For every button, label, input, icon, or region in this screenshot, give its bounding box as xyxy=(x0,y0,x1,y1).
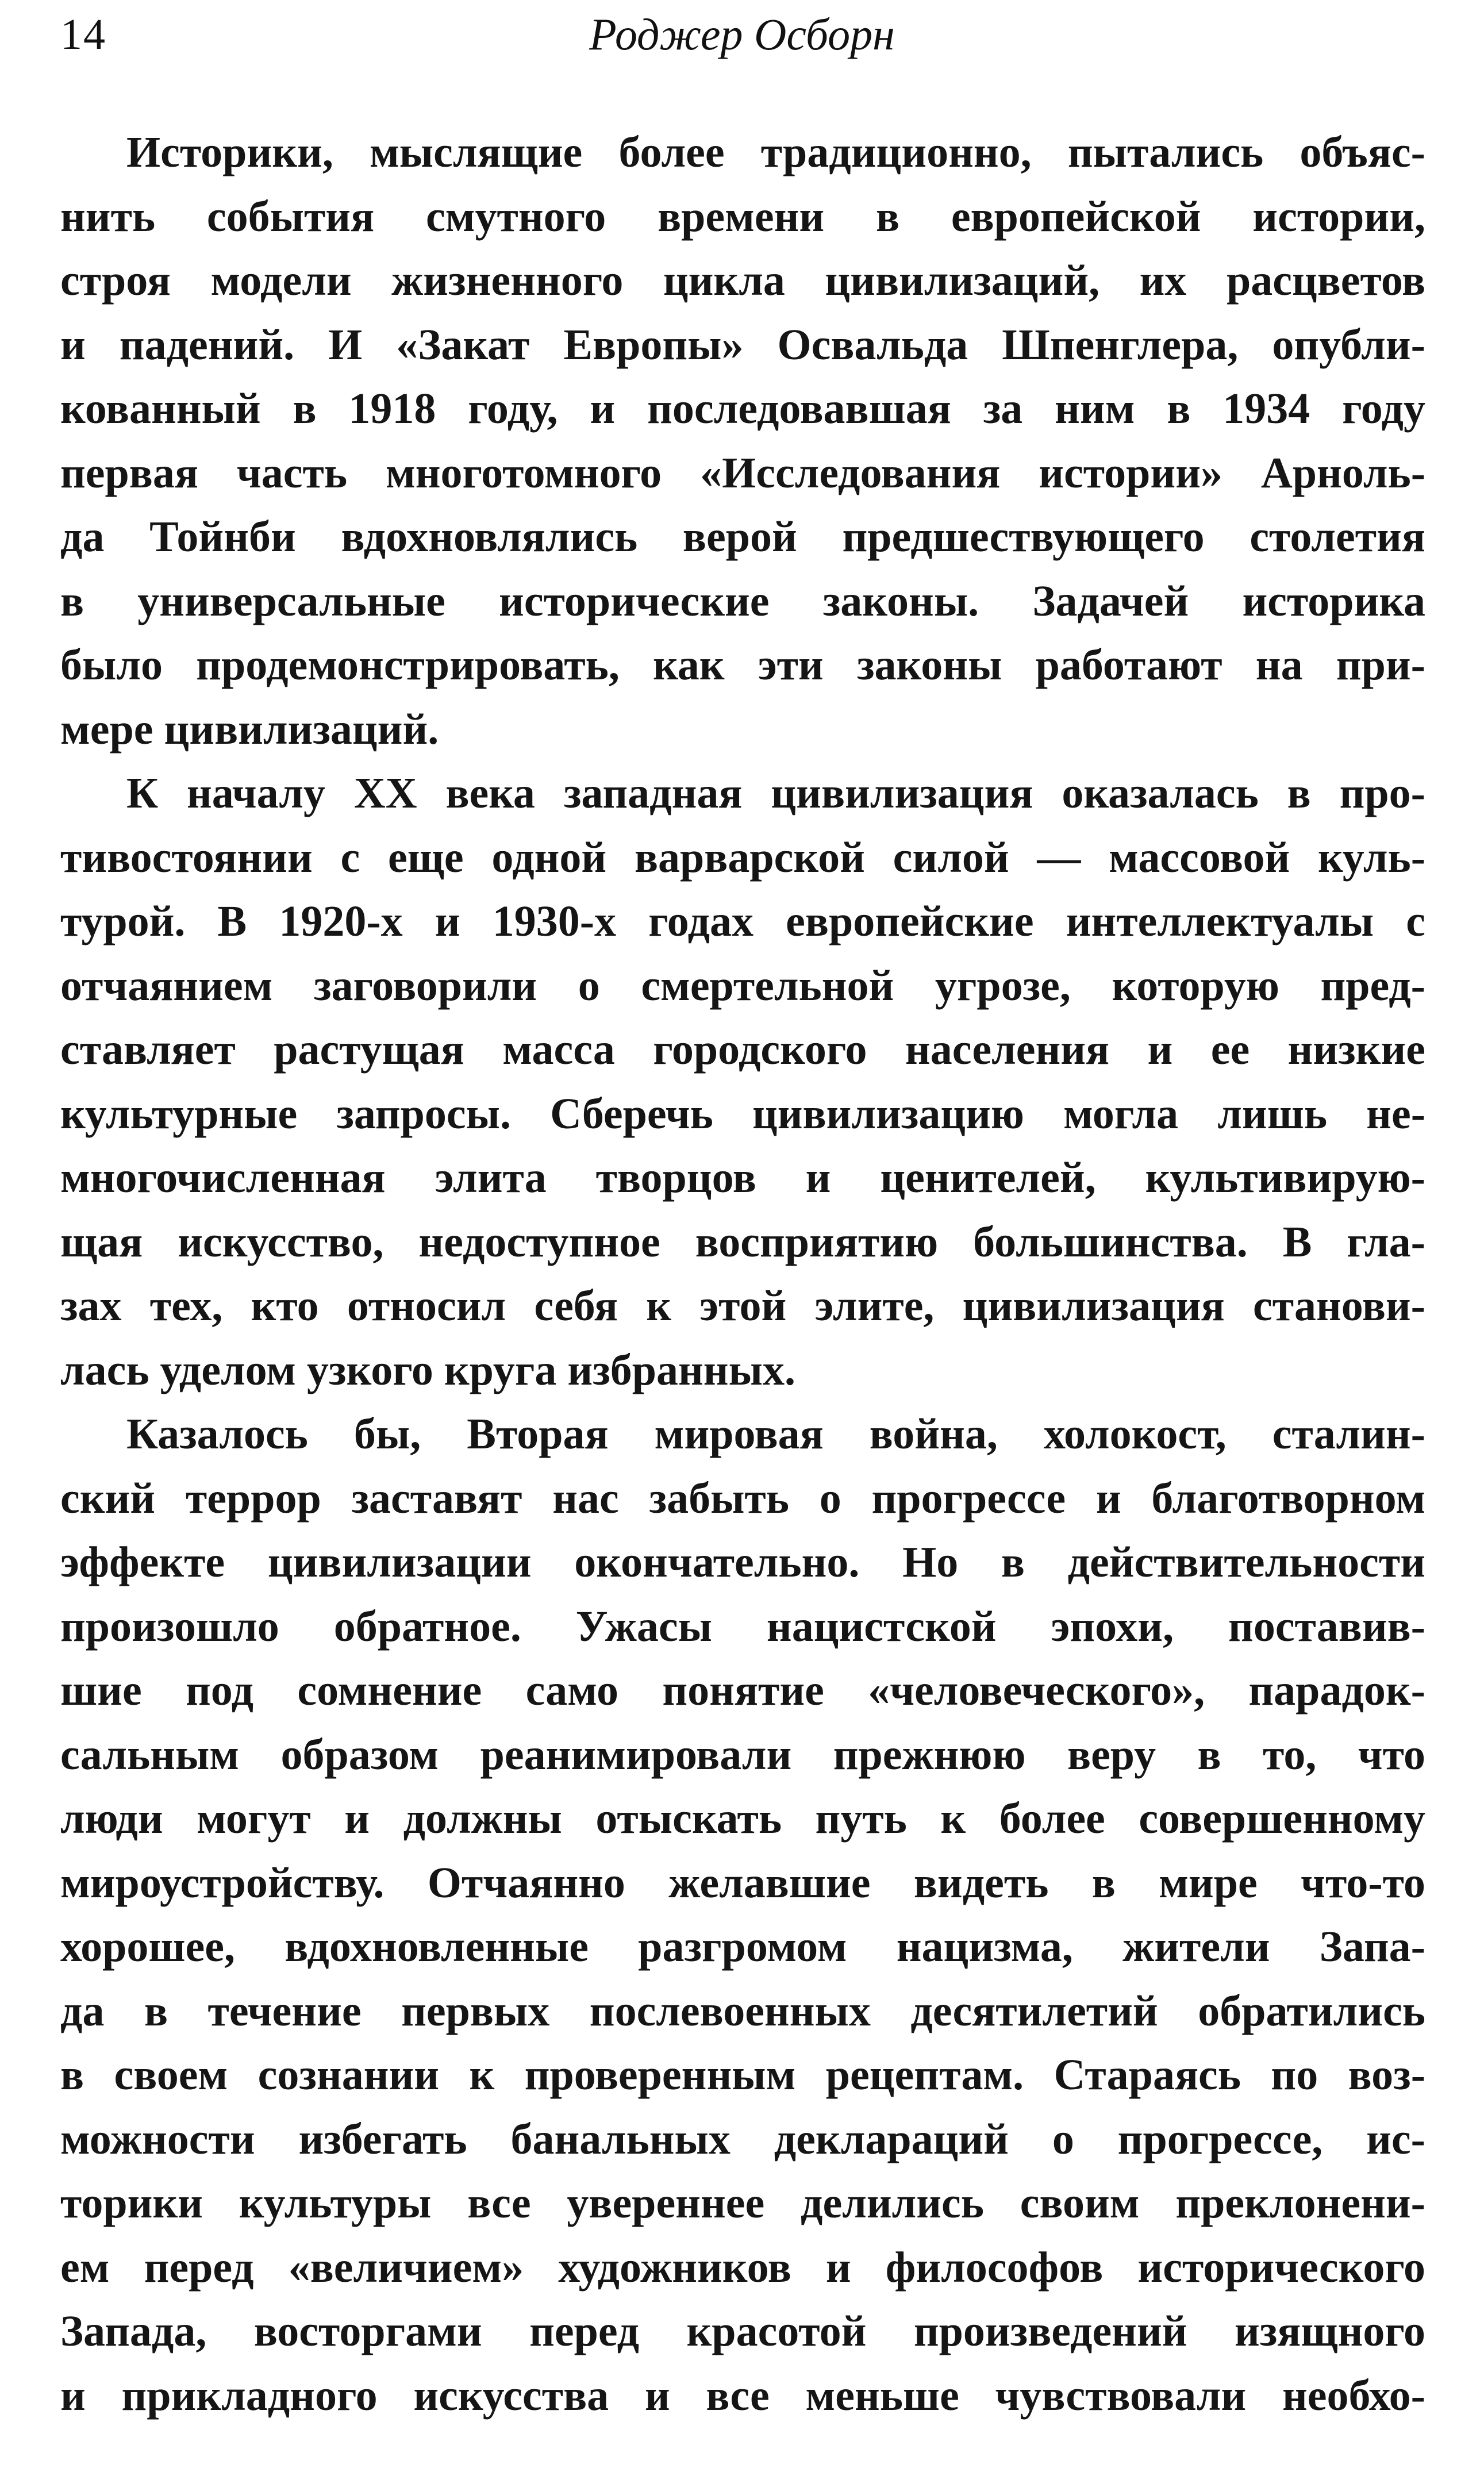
text-line: Запада, восторгами перед красотой произведений изящного xyxy=(60,2307,1425,2355)
text-line: было продемонстрировать, как эти законы работают на при- xyxy=(60,641,1425,689)
text-line: турой. В 1920-х и 1930-х годах европейские интеллектуалы с xyxy=(60,897,1425,945)
page-header xyxy=(60,0,1424,69)
text-line: торики культуры все увереннее делились своим преклонени- xyxy=(60,2179,1425,2227)
text-line: сальным образом реанимировали прежнюю веру в то, что xyxy=(60,1730,1425,1779)
text-line: и прикладного искусства и все меньше чувствовали необхо- xyxy=(60,2371,1425,2420)
text-line: да в течение первых послевоенных десятилетий обратились xyxy=(60,1986,1425,2035)
paragraph-1 xyxy=(60,121,1425,762)
text-line: шие под сомнение само понятие «человеческого», парадок- xyxy=(60,1666,1425,1715)
text-line: отчаянием заговорили о смертельной угрозе, которую пред- xyxy=(60,961,1425,1010)
text-line: ем перед «величием» художников и философов исторического xyxy=(60,2243,1425,2292)
text-line: зах тех, кто относил себя к этой элите, цивилизация станови- xyxy=(60,1282,1425,1330)
text-line: первая часть многотомного «Исследования истории» Арноль- xyxy=(60,448,1425,497)
text-line: в своем сознании к проверенным рецептам. Стараясь по воз- xyxy=(60,2051,1425,2099)
text-line: произошло обратное. Ужасы нацистской эпохи, поставив- xyxy=(60,1602,1425,1651)
text-line: мироустройству. Отчаянно желавшие видеть в мире что-то xyxy=(60,1858,1425,1907)
text-line: кованный в 1918 году, и последовавшая за ним в 1934 году xyxy=(60,385,1425,433)
text-line: щая искусство, недоступное восприятию большинства. В гла- xyxy=(60,1217,1425,1266)
paragraph-3 xyxy=(60,1402,1425,2428)
text-line: строя модели жизненного цикла цивилизаций, их расцветов xyxy=(60,256,1425,305)
text-line: хорошее, вдохновленные разгромом нацизма, жители Запа- xyxy=(60,1923,1425,1971)
text-line: и падений. И «Закат Европы» Освальда Шпенглера, опубли- xyxy=(60,320,1425,369)
text-line: в универсальные исторические законы. Задачей историка xyxy=(60,576,1425,625)
text-line: да Тойнби вдохновлялись верой предшествующего столетия xyxy=(60,513,1425,561)
text-line: тивостоянии с еще одной варварской силой — массовой куль- xyxy=(60,833,1425,882)
running-title: Роджер Осборн xyxy=(589,9,895,59)
text-line: нить события смутного времени в европейской истории, xyxy=(60,192,1425,241)
text-line: мере цивилизаций. xyxy=(60,705,439,754)
text-line: эффекте цивилизации окончательно. Но в действительности xyxy=(60,1538,1425,1586)
text-line: лась уделом узкого круга избранных. xyxy=(60,1346,795,1394)
page-number: 14 xyxy=(60,10,106,59)
body-text xyxy=(60,121,1425,2428)
text-line: ский террор заставят нас забыть о прогрессе и благотворном xyxy=(60,1474,1425,1523)
text-line: ставляет растущая масса городского населения и ее низкие xyxy=(60,1025,1425,1074)
text-line: Казалось бы, Вторая мировая война, холокост, сталин- xyxy=(126,1410,1425,1458)
text-line: можности избегать банальных деклараций о прогрессе, ис- xyxy=(60,2115,1425,2163)
text-line: К началу XX века западная цивилизация оказалась в про- xyxy=(126,769,1425,817)
text-line: культурные запросы. Сберечь цивилизацию могла лишь не- xyxy=(60,1089,1425,1138)
paragraph-2 xyxy=(60,762,1425,1402)
text-line: многочисленная элита творцов и ценителей, культивирую- xyxy=(60,1154,1425,1202)
text-line: люди могут и должны отыскать путь к более совершенному xyxy=(60,1794,1425,1843)
text-line: Историки, мыслящие более традиционно, пытались объяс- xyxy=(126,128,1425,176)
